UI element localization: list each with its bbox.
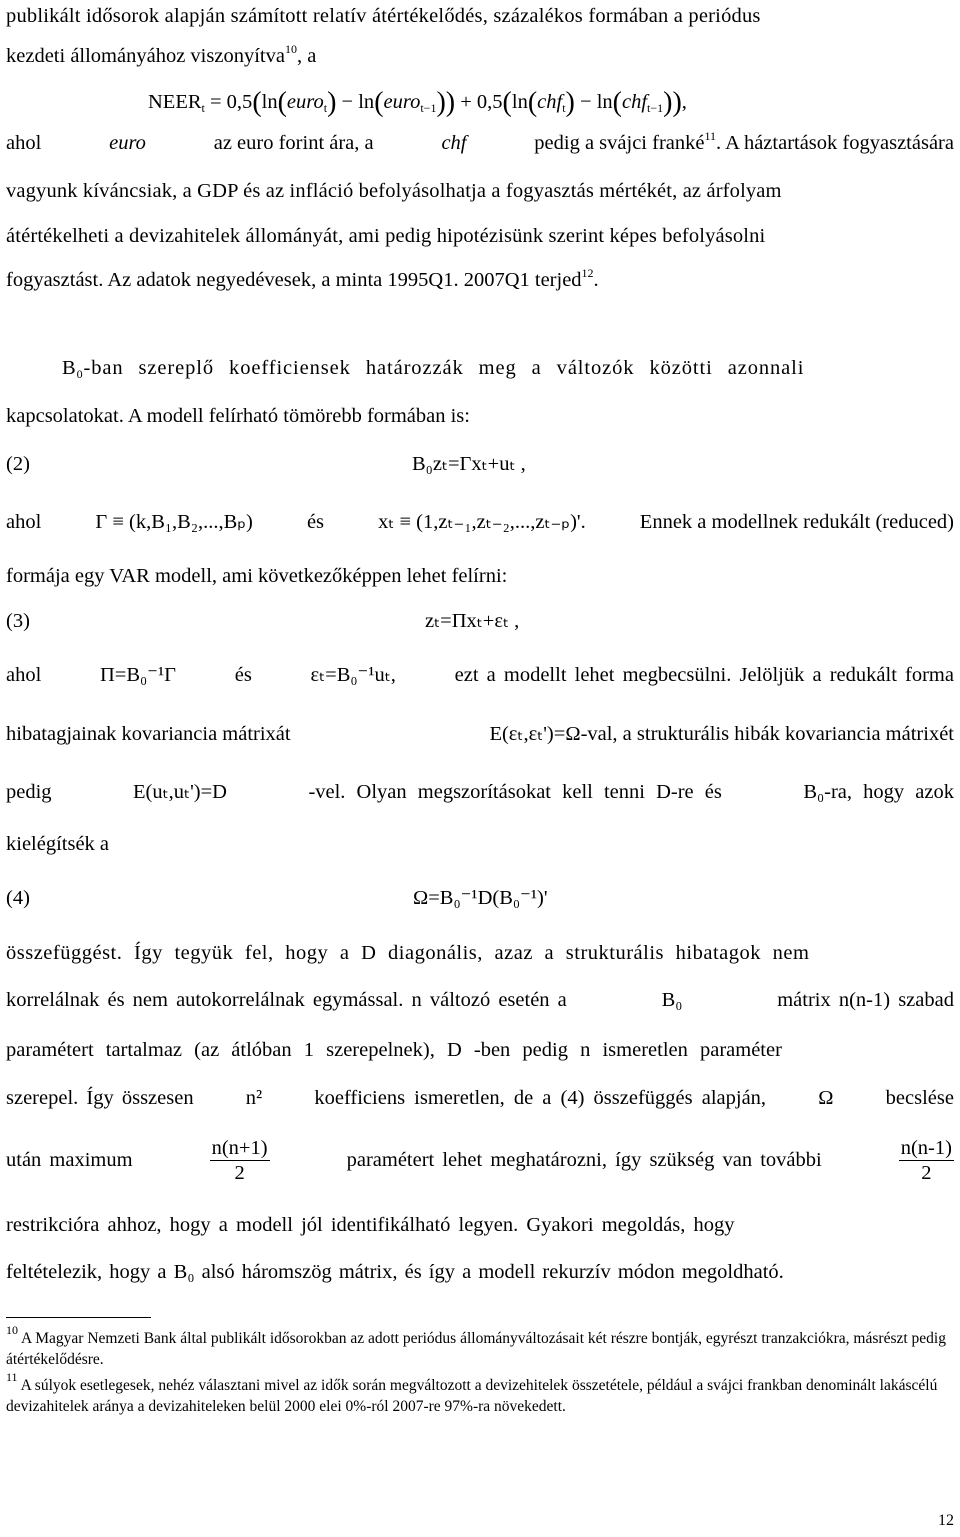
equation-4: Ω=B₀⁻¹D(B₀⁻¹)' — [413, 887, 548, 909]
fraction: $\frac{n(n+1)}{2}$ — [211, 1136, 268, 1184]
footnote-mark: 10 — [6, 1323, 18, 1337]
paragraph-line: paramétert tartalmaz (az átlóban 1 szerepelnek), D -ben pedig n ismeretlen paraméter — [6, 1039, 782, 1061]
paragraph-line: formája egy VAR modell, ami következőképpen lehet felírni: — [6, 565, 508, 587]
footnote-ref: 12 — [581, 266, 594, 280]
paragraph-line: átértékelheti a devizahitelek állományát, ami pedig hipotézisünk szerint képes befolyásolni — [6, 225, 766, 247]
text: kezdeti állományához viszonyítva — [6, 45, 285, 67]
paragraph-line: pedig E(uₜ,uₜ')=D -vel. Olyan megszorításokat kell tenni D-re és B₀-ra, hogy azok — [6, 781, 954, 803]
paragraph-line: restrikcióra ahhoz, hogy a modell jól identifikálható legyen. Gyakori megoldás, hogy — [6, 1214, 735, 1236]
paragraph-line: ahol Γ ≡ (k,B₁,B₂,...,Bₚ) és xₜ ≡ (1,zₜ₋₁,zₜ₋₂,...,zₜ₋ₚ)'. Ennek a modellnek redukált (reduced) — [6, 511, 954, 533]
footnote-text: A súlyok esetlegesek, nehéz választani mivel az idők során megváltozott a devizehitelek összetétele, például a svájci frankban denominált lakáscélú devizahitelek aránya a devizahiteleken belül 2000 elei 0%-ról 2007-re 97%-ra növekedett. — [6, 1377, 938, 1415]
footnote-mark: 11 — [6, 1370, 18, 1384]
paragraph-line: ahol euro az euro forint ára, a chf pedig a svájci franké$^{11}$. A háztartások fogyasztására — [6, 129, 954, 154]
equation-3: zₜ=Πxₜ+εₜ , — [425, 610, 520, 632]
paragraph-line: $B_0$-ban szereplő koefficiensek határozzák meg a változók közötti azonnali — [62, 357, 805, 381]
paragraph-line: után maximum $\frac{n(n+1)}{2}$ paramétert lehet meghatározni, így szükség van további $\frac{n(n-1)}{2}$ — [6, 1136, 952, 1184]
paragraph-line: kapcsolatokat. A modell felírható tömörebb formában is: — [6, 405, 470, 427]
footnote-11 — [6, 1370, 954, 1417]
paragraph-line: szerepel. Így összesen n² koefficiens ismeretlen, de a (4) összefüggés alapján, Ω becslése — [6, 1087, 954, 1109]
text: publikált idősorok alapján számított relatív átértékelődés, százalékos formában a periódus — [6, 5, 761, 27]
equation-label: (2) — [6, 453, 30, 475]
equation-2: B₀zₜ=Γxₜ+uₜ , — [412, 453, 526, 475]
footnote-10 — [6, 1323, 954, 1370]
equation-label: (3) — [6, 610, 30, 632]
paragraph-line: összefüggést. Így tegyük fel, hogy a D diagonális, azaz a strukturális hibatagok nem — [6, 942, 810, 964]
text: , a — [296, 45, 317, 67]
paragraph-line: fogyasztást. Az adatok negyedévesek, a minta 1995Q1. 2007Q1 terjed$^{12}$. — [6, 266, 599, 291]
fraction: $\frac{n(n-1)}{2}$ — [900, 1136, 952, 1184]
equation-label: (4) — [6, 887, 30, 909]
paragraph-line — [6, 4, 954, 28]
paragraph-line: vagyunk kíváncsiak, a GDP és az infláció befolyásolhatja a fogyasztás mértékét, az árfolyam — [6, 180, 782, 202]
footnote-ref: 10 — [284, 42, 297, 56]
paragraph-line: korrelálnak és nem autokorrelálnak egymással. n változó esetén a B₀ mátrix n(n-1) szabad — [6, 989, 954, 1011]
paragraph-line: kielégítsék a — [6, 833, 110, 855]
equation-neer: $NEER_t$ = 0,5(ln(euro$_t$) − ln(euro$_{t-1}$)) + 0,5(ln(chf$_t$) − ln(chf$_{t-1}$)), — [148, 87, 687, 118]
paragraph-line: feltételezik, hogy a B₀ alsó háromszög mátrix, és így a modell rekurzív módon megoldható. — [6, 1261, 784, 1283]
footnote-separator — [6, 1317, 151, 1318]
paragraph-line — [6, 44, 954, 68]
page-number: 12 — [938, 1512, 954, 1529]
paragraph-line: ahol Π=B₀⁻¹Γ és εₜ=B₀⁻¹uₜ, ezt a modellt lehet megbecsülni. Jelöljük a redukált forma — [6, 664, 954, 686]
footnote-ref: 11 — [704, 129, 717, 143]
paragraph-line: hibatagjainak kovariancia mátrixát E(εₜ,εₜ')=Ω-val, a strukturális hibák kovariancia mátrixét — [6, 723, 954, 745]
footnote-text: A Magyar Nemzeti Bank által publikált idősorokban az adott periódus állományváltozásait két részre bontják, egyrészt tranzakciókra, másrészt pedig átértékelődésre. — [6, 1330, 946, 1368]
